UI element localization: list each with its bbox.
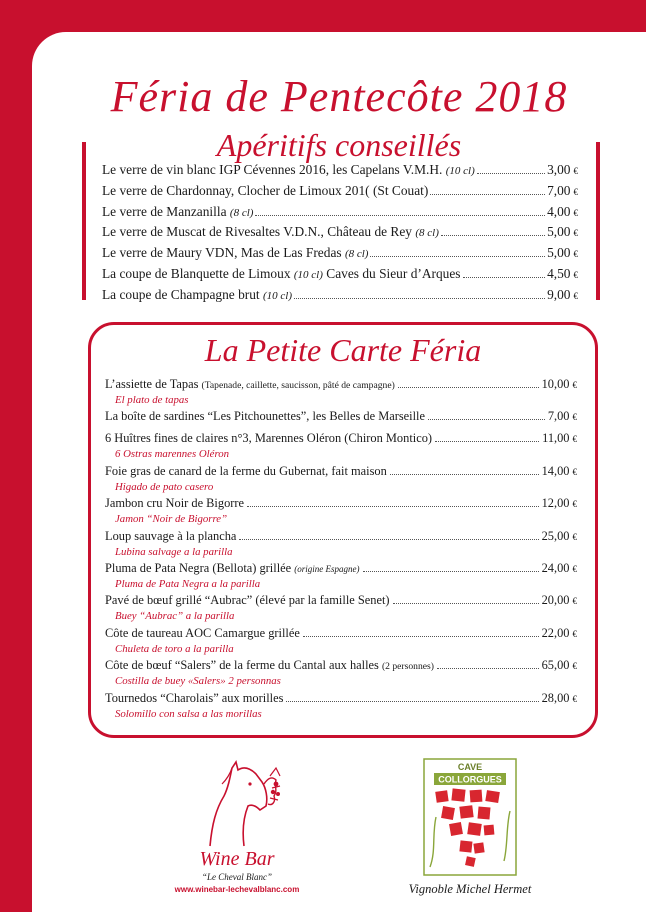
- leader-dots: [239, 539, 538, 540]
- item-spanish: Lubina salvage a la parilla: [115, 545, 233, 558]
- item-note: (origine Espagne): [294, 563, 360, 574]
- leader-dots: [441, 235, 545, 236]
- currency-symbol: €: [573, 186, 578, 197]
- leader-dots: [370, 256, 545, 257]
- item-label: Le verre de vin blanc IGP Cévennes 2016, les Capelans V.M.H.: [102, 162, 443, 177]
- leader-dots: [390, 474, 539, 475]
- currency-symbol: €: [572, 499, 577, 510]
- item-price: 28,00: [541, 690, 570, 705]
- item-note: (10 cl): [445, 165, 475, 177]
- leader-dots: [363, 571, 539, 572]
- list-item: [102, 287, 578, 308]
- item-label: Pavé de bœuf grillé “Aubrac” (élevé par la famille Senet): [105, 593, 390, 608]
- item-price: 7,00: [547, 182, 571, 198]
- winebar-brand: Wine Bar: [199, 848, 275, 870]
- cave-line2: COLLORGUES: [438, 774, 502, 785]
- page-title: Féria de Pentecôte 2018: [110, 72, 568, 121]
- item-note: (8 cl): [229, 206, 254, 219]
- item-note: (10 cl): [293, 268, 323, 281]
- item-label: Côte de taureau AOC Camargue grillée: [105, 625, 300, 640]
- item-label: Le verre de Manzanilla: [102, 203, 227, 219]
- leader-dots: [286, 701, 538, 702]
- item-spanish: Pluma de Pata Negra a la parilla: [115, 577, 261, 590]
- item-note: (8 cl): [344, 248, 369, 261]
- winebar-subtitle: “Le Cheval Blanc”: [202, 872, 272, 882]
- leader-dots: [247, 506, 539, 507]
- item-price: 20,00: [541, 593, 570, 608]
- item-note: (8 cl): [415, 227, 439, 240]
- list-item: [105, 529, 577, 561]
- list-item: [105, 409, 577, 431]
- item-spanish: 6 Ostras marennes Oléron: [115, 448, 230, 461]
- aperitif-list: [102, 162, 578, 308]
- currency-symbol: €: [572, 380, 577, 390]
- item-label: Jambon cru Noir de Bigorre: [105, 496, 245, 511]
- leader-dots: [255, 215, 545, 216]
- carte-section-title: La Petite Carte Féria: [204, 332, 482, 368]
- item-spanish: Higado de pato casero: [115, 480, 214, 493]
- currency-symbol: €: [572, 531, 577, 542]
- item-note: (10 cl): [263, 289, 293, 302]
- currency-symbol: €: [573, 166, 578, 176]
- aperitif-section-title: Apéritifs conseillés: [216, 127, 462, 163]
- item-label: La coupe de Champagne brut: [102, 286, 260, 302]
- list-item: [105, 593, 577, 625]
- leader-dots: [428, 419, 545, 420]
- carte-list: [105, 377, 577, 723]
- item-label-producer: Caves du Sieur d’Arques: [326, 265, 461, 281]
- currency-symbol: €: [572, 466, 577, 477]
- carte-box: [88, 322, 598, 738]
- list-item: [102, 245, 578, 266]
- item-label: Loup sauvage à la plancha: [105, 528, 237, 543]
- item-spanish: Chuleta de toro a la parilla: [115, 642, 234, 655]
- item-label: La coupe de Blanquette de Limoux: [102, 265, 291, 281]
- leader-dots: [435, 441, 539, 442]
- item-price: 7,00: [547, 409, 570, 424]
- item-price: 24,00: [541, 560, 570, 575]
- horse-head-logo-icon: [172, 754, 302, 850]
- item-price: 65,00: [541, 658, 570, 673]
- item-spanish: Buey “Aubrac” a la parilla: [115, 610, 235, 623]
- list-item: [105, 464, 577, 496]
- item-price: 4,00: [547, 203, 571, 219]
- item-price: 10,00: [541, 377, 570, 391]
- cave-line1: CAVE: [457, 762, 483, 772]
- item-label: 6 Huîtres fines de claires n°3, Marennes Oléron (Chiron Montico): [105, 431, 433, 446]
- currency-symbol: €: [573, 290, 578, 301]
- list-item: [105, 561, 577, 593]
- leader-dots: [477, 173, 545, 174]
- item-spanish: Solomillo con salsa a las morillas: [115, 707, 262, 720]
- item-label: Le verre de Maury VDN, Mas de Las Fredas: [102, 245, 342, 261]
- list-item: [105, 496, 577, 528]
- item-label: Pluma de Pata Negra (Bellota) grillée: [105, 560, 292, 575]
- list-item: [102, 183, 578, 204]
- aperitif-right-bar: [596, 142, 600, 300]
- winebar-logo: [172, 754, 302, 904]
- list-item: [105, 431, 577, 463]
- currency-symbol: €: [572, 412, 577, 423]
- list-item: [105, 691, 577, 723]
- item-price: 22,00: [541, 625, 570, 640]
- item-spanish: Jamon “Noir de Bigorre”: [115, 513, 228, 526]
- leader-dots: [398, 387, 539, 388]
- cave-caption: Vignoble Michel Hermet: [408, 882, 532, 896]
- currency-symbol: €: [572, 563, 577, 574]
- currency-symbol: €: [573, 228, 578, 239]
- grape-cluster-logo-icon: [420, 757, 520, 877]
- item-spanish: Costilla de buey «Salers» 2 personnas: [115, 675, 281, 688]
- item-price: 11,00: [542, 431, 570, 446]
- aperitif-left-bar: [82, 142, 86, 300]
- list-item: [102, 266, 578, 287]
- leader-dots: [437, 668, 539, 669]
- item-label: Le verre de Muscat de Rivesaltes V.D.N., Château de Rey: [102, 224, 413, 240]
- currency-symbol: €: [573, 207, 578, 218]
- list-item: [102, 224, 578, 245]
- item-price: 4,50: [547, 265, 571, 281]
- currency-symbol: €: [573, 249, 578, 260]
- item-note: (Tapenade, caillette, saucisson, pâté de campagne): [201, 380, 395, 391]
- item-price: 14,00: [541, 463, 570, 478]
- menu-page: [32, 32, 646, 912]
- currency-symbol: €: [572, 628, 577, 639]
- leader-dots: [430, 194, 545, 195]
- item-price: 12,00: [541, 496, 570, 511]
- item-price: 25,00: [541, 528, 570, 543]
- winebar-url: www.winebar-lechevalblanc.com: [174, 885, 300, 894]
- leader-dots: [463, 277, 546, 278]
- item-price: 3,00: [547, 162, 571, 177]
- list-item: [105, 377, 577, 409]
- leader-dots: [294, 298, 545, 299]
- item-spanish: El plato de tapas: [115, 394, 189, 406]
- item-label: L’assiette de Tapas: [105, 377, 199, 391]
- item-price: 9,00: [547, 286, 571, 302]
- list-item: [102, 204, 578, 225]
- currency-symbol: €: [572, 693, 577, 704]
- list-item: [105, 658, 577, 690]
- currency-symbol: €: [572, 596, 577, 607]
- list-item: [105, 626, 577, 658]
- leader-dots: [303, 636, 539, 637]
- currency-symbol: €: [572, 434, 577, 445]
- currency-symbol: €: [572, 661, 577, 672]
- item-label: Côte de bœuf “Salers” de la ferme du Cantal aux halles: [105, 658, 379, 673]
- item-price: 5,00: [547, 224, 571, 240]
- item-label: Tournedos “Charolais” aux morilles: [105, 690, 284, 705]
- item-label: La boîte de sardines “Les Pitchounettes”, les Belles de Marseille: [105, 409, 425, 424]
- item-note: (2 personnes): [381, 661, 434, 673]
- cave-logo: [408, 757, 532, 896]
- currency-symbol: €: [573, 269, 578, 280]
- list-item: [102, 162, 578, 183]
- item-label: Le verre de Chardonnay, Clocher de Limoux 201( (St Couat): [102, 182, 429, 198]
- leader-dots: [393, 603, 539, 604]
- item-price: 5,00: [547, 245, 571, 261]
- item-label: Foie gras de canard de la ferme du Gubernat, fait maison: [105, 463, 387, 478]
